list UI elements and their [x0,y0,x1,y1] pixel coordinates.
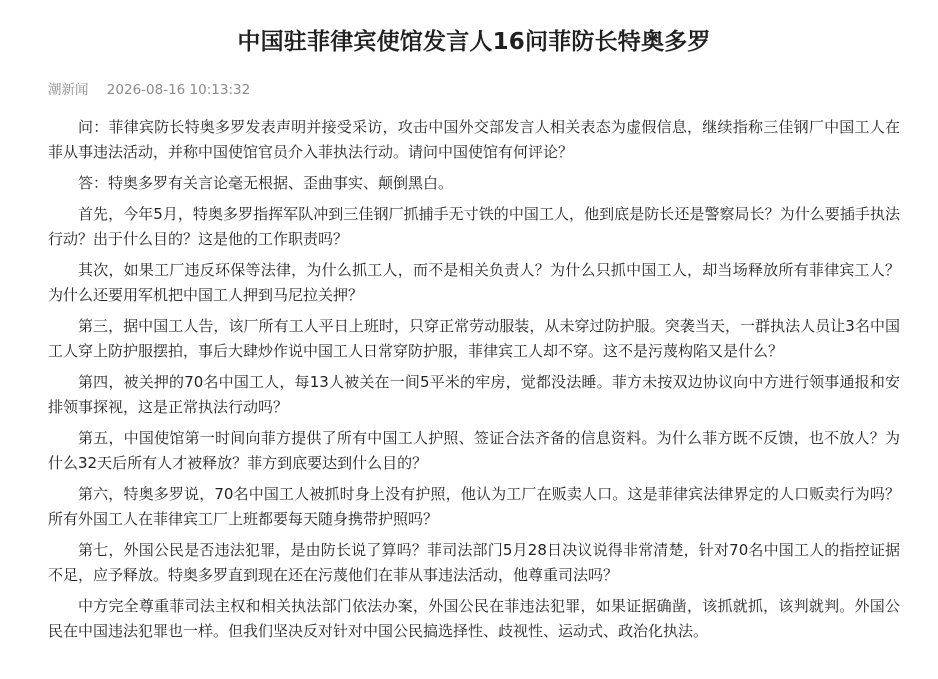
article-meta [48,79,900,101]
article-timestamp: 2026-08-16 10:13:32 [106,82,251,98]
article-paragraph: 第七，外国公民是否违法犯罪，是由防长说了算吗？菲司法部门5月28日决议说得非常清楚，针对70名中国工人的指控证据不足，应予释放。特奥多罗直到现在还在污蔑他们在菲从事违法活动，他尊重司法吗？ [48,541,900,584]
article-paragraph: 第四，被关押的70名中国工人，每13人被关在一间5平米的牢房，觉都没法睡。菲方未按双边协议向中方进行领事通报和安排领事探视，这是正常执法行动吗？ [48,373,900,416]
article-paragraph: 第五，中国使馆第一时间向菲方提供了所有中国工人护照、签证合法齐备的信息资料。为什么菲方既不反馈，也不放人？为什么32天后所有人才被释放？菲方到底要达到什么目的？ [48,429,900,472]
article-paragraph: 问：菲律宾防长特奥多罗发表声明并接受采访，攻击中国外交部发言人相关表态为虚假信息，继续指称三佳钢厂中国工人在菲从事违法活动，并称中国使馆官员介入菲执法行动。请问中国使馆有何评论？ [48,118,900,161]
article-paragraph: 答：特奥多罗有关言论毫无根据、歪曲事实、颠倒黑白。 [78,174,454,192]
article-paragraph: 其次，如果工厂违反环保等法律，为什么抓工人，而不是相关负责人？为什么只抓中国工人，却当场释放所有菲律宾工人？为什么还要用军机把中国工人押到马尼拉关押？ [48,261,900,304]
article-source[interactable]: 潮新闻 [48,82,89,98]
article-body [48,115,900,644]
article-paragraph: 首先，今年5月，特奥多罗指挥军队冲到三佳钢厂抓捕手无寸铁的中国工人，他到底是防长还是警察局长？为什么要插手执法行动？出于什么目的？这是他的工作职责吗？ [48,205,900,248]
article-paragraph: 第三，据中国工人告，该厂所有工人平日上班时，只穿正常劳动服装，从未穿过防护服。突袭当天，一群执法人员让3名中国工人穿上防护服摆拍，事后大肆炒作说中国工人日常穿防护服，菲律宾工人却不穿。这不是污蔑构陷又是什么？ [48,317,900,360]
article-title: 中国驻菲律宾使馆发言人16问菲防长特奥多罗 [237,29,711,55]
article-paragraph: 中方完全尊重菲司法主权和相关执法部门依法办案，外国公民在菲违法犯罪，如果证据确凿，该抓就抓，该判就判。外国公民在中国违法犯罪也一样。但我们坚决反对针对中国公民搞选择性、歧视性、运动式、政治化执法。 [48,597,900,640]
article-paragraph: 第六，特奥多罗说，70名中国工人被抓时身上没有护照，他认为工厂在贩卖人口。这是菲律宾法律界定的人口贩卖行为吗？所有外国工人在菲律宾工厂上班都要每天随身携带护照吗？ [48,485,900,528]
